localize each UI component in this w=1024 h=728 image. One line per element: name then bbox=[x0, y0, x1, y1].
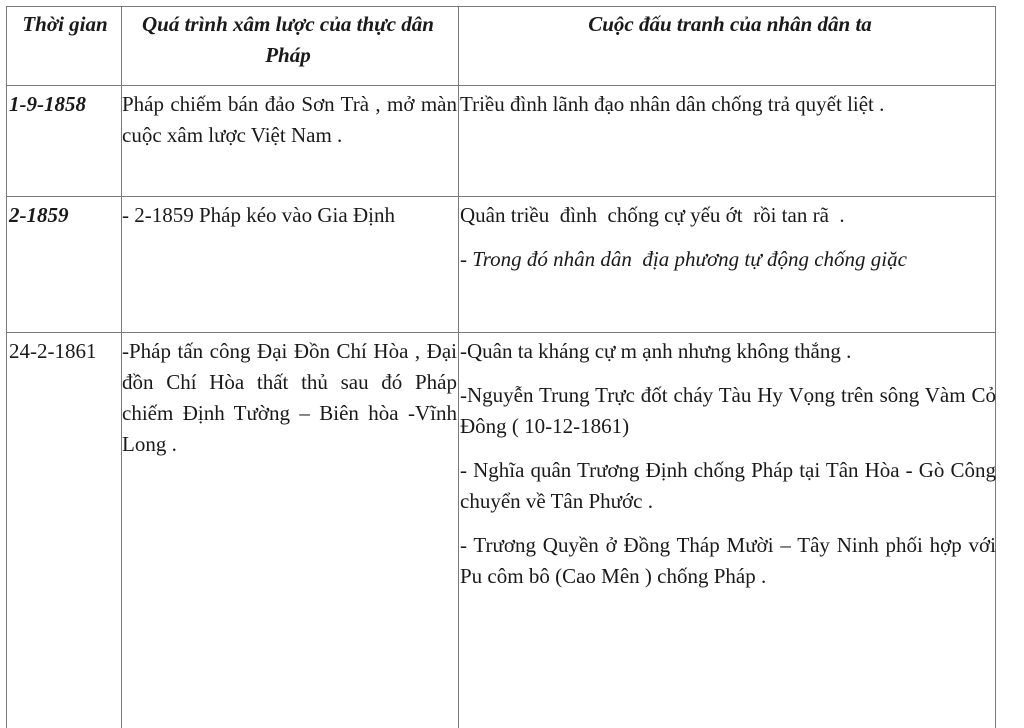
row-1-date: 1-9-1858 bbox=[9, 92, 86, 116]
row-2-struggle-line: Quân triều đình chống cự yếu ớt rồi tan rã . bbox=[460, 203, 845, 227]
row-2-struggle bbox=[460, 200, 996, 275]
row-divider bbox=[7, 196, 995, 197]
header-invasion: Quá trình xâm lược của thực dân Pháp bbox=[142, 12, 434, 67]
row-3-struggle-line: -Nguyễn Trung Trực đốt cháy Tàu Hy Vọng trên sông Vàm Cỏ Đông ( 10-12-1861) bbox=[460, 383, 996, 438]
row-1-struggle bbox=[460, 89, 996, 120]
row-3-struggle-line: - Nghĩa quân Trương Định chống Pháp tại Tân Hòa - Gò Công chuyển về Tân Phước . bbox=[460, 458, 996, 513]
row-2-struggle-line: - Trong đó nhân dân địa phương tự động chống giặc bbox=[460, 247, 907, 271]
row-divider bbox=[7, 85, 995, 86]
row-3-struggle-line: - Trương Quyền ở Đồng Tháp Mười – Tây Ninh phối hợp với Pu côm bô (Cao Mên ) chống Pháp . bbox=[460, 533, 996, 588]
row-3-struggle-line: -Quân ta kháng cự m ạnh nhưng không thắng . bbox=[460, 339, 852, 363]
column-divider bbox=[458, 7, 459, 728]
row-1-struggle-line: Triều đình lãnh đạo nhân dân chống trả quyết liệt . bbox=[460, 92, 885, 116]
row-2-date: 2-1859 bbox=[9, 203, 69, 227]
row-3-date: 24-2-1861 bbox=[9, 339, 97, 363]
row-3-struggle bbox=[460, 336, 996, 592]
row-2-invasion: - 2-1859 Pháp kéo vào Gia Định bbox=[122, 203, 395, 227]
row-3-invasion: -Pháp tấn công Đại Đồn Chí Hòa , Đại đồn Chí Hòa thất thủ sau đó Pháp chiếm Định Tường – Biên hòa -Vĩnh Long . bbox=[122, 339, 457, 456]
row-1-invasion: Pháp chiếm bán đảo Sơn Trà , mở màn cuộc xâm lược Việt Nam . bbox=[122, 92, 457, 147]
header-time: Thời gian bbox=[22, 12, 108, 36]
header-struggle: Cuộc đấu tranh của nhân dân ta bbox=[588, 12, 872, 36]
row-divider bbox=[7, 332, 995, 333]
history-table bbox=[6, 6, 996, 728]
